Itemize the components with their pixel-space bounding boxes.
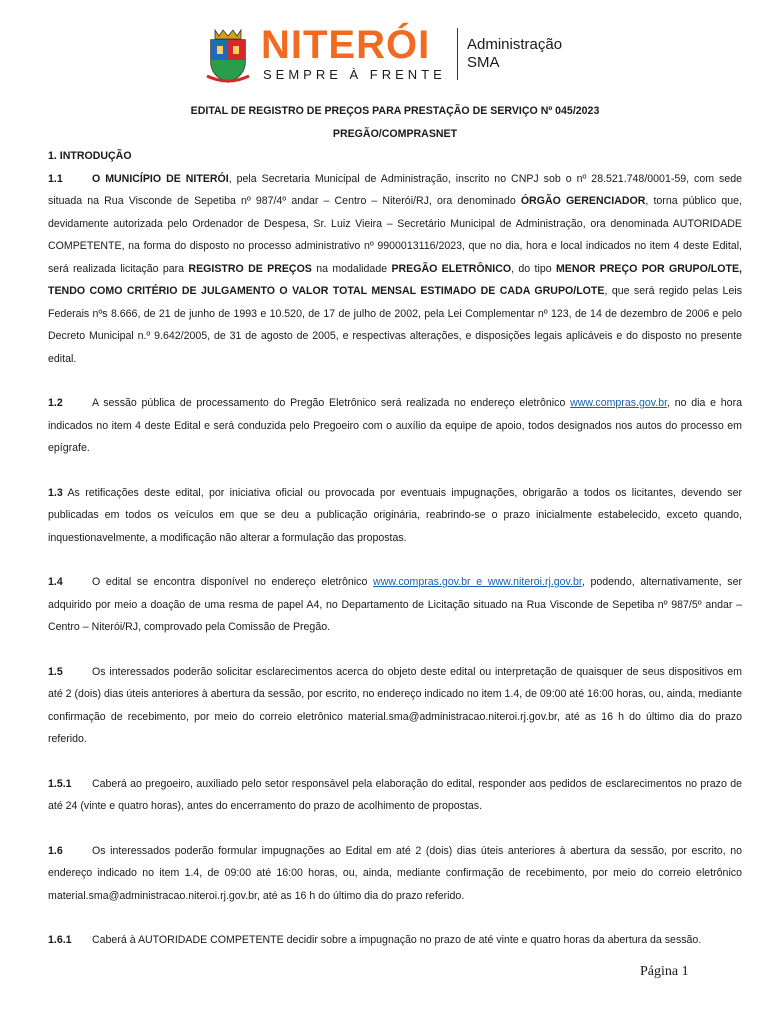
item-number: 1.6.1 bbox=[48, 934, 72, 946]
paragraph-text: , torna público que, devidamente autorizada pelo Ordenador de Despesa, Sr. Luiz Vieira – Secretário Municipal de Administração, ora denominada AUTORIDADE COMPETENTE, na forma do disposto no processo administrativo nº 9900013116/2023, que no dia, hora e local indicados no item 4 deste Edital, será realizada licitação para bbox=[48, 195, 742, 275]
spacer bbox=[48, 370, 742, 392]
section-heading: 1. INTRODUÇÃO bbox=[48, 150, 132, 162]
spacer bbox=[48, 549, 742, 571]
item-number: 1.5 bbox=[48, 665, 63, 678]
bold-text: ÓRGÃO GERENCIADOR bbox=[520, 195, 646, 207]
spacer bbox=[48, 639, 742, 661]
paragraph-text: O edital se encontra disponível no endereço eletrônico bbox=[92, 576, 374, 588]
portal-links[interactable]: www.compras.gov.br e www.niteroi.rj.gov.br bbox=[373, 576, 582, 588]
paragraph-text: A sessão pública de processamento do Pregão Eletrônico será realizada no endereço eletrônico bbox=[92, 397, 571, 409]
item-number: 1.4 bbox=[48, 576, 63, 588]
paragraph-1-6 bbox=[48, 840, 742, 908]
department-label bbox=[467, 36, 562, 72]
paragraph-text: Os interessados poderão formular impugnações ao Edital em até 2 (dois) dias úteis anteriores à abertura da sessão, por escrito, no endereço indicado no item 1.4, de 09:00 até 16:00 horas, ou, ainda, mediante confirmação de recebimento, por meio do correio eletrônico material.sma@administracao.niteroi.rj.gov.br, até as 16 h do último dia do prazo referido. bbox=[48, 844, 742, 902]
paragraph-1-5-1 bbox=[48, 773, 742, 818]
item-number: 1.1 bbox=[48, 172, 63, 185]
paragraph-text: Caberá ao pregoeiro, auxiliado pelo setor responsável pela elaboração do edital, responder aos pedidos de esclarecimentos no prazo de até 24 (vinte e quatro horas), antes do encerramento do prazo de acolhimento de propostas. bbox=[48, 777, 742, 812]
paragraph-text: , no dia e hora indicados no item 4 deste Edital e será conduzida pelo Pregoeiro com o auxílio da equipe de apoio, todos designados nos autos do processo em epígrafe. bbox=[48, 397, 742, 454]
document-body bbox=[48, 100, 742, 952]
paragraph-text: Caberá à AUTORIDADE COMPETENTE decidir sobre a impugnação no prazo de até vinte e quatro horas da abertura da sessão. bbox=[92, 934, 702, 946]
paragraph-1-6-1 bbox=[48, 929, 742, 952]
bold-text: PREGÃO ELETRÔNICO bbox=[391, 262, 512, 275]
item-number: 1.6 bbox=[48, 844, 63, 857]
paragraph-text: , pela Secretaria Municipal de Administração, inscrito no CNPJ sob o nº 28.521.748/0001-59, com sede situada na Rua Visconde de Sepetiba nº 987/4º andar – Centro – Niterói/RJ, ora denominado bbox=[48, 172, 742, 207]
logo-divider bbox=[457, 28, 458, 80]
item-number: 1.2 bbox=[48, 397, 63, 409]
brand-slogan: SEMPRE À FRENTE bbox=[263, 67, 446, 82]
paragraph-1-5 bbox=[48, 661, 742, 751]
paragraph-text: , do tipo bbox=[511, 262, 556, 275]
compras-link[interactable]: www.compras.gov.br bbox=[570, 397, 668, 409]
coat-of-arms-icon bbox=[205, 26, 251, 84]
bold-text: MENOR PREÇO POR GRUPO/LOTE, TENDO COMO CRITÉRIO DE JULGAMENTO O VALOR TOTAL MENSAL ESTIMADO DE CADA GRUPO/LOTE bbox=[48, 262, 742, 297]
letterhead bbox=[205, 22, 625, 86]
department-line2: SMA bbox=[467, 54, 500, 71]
spacer bbox=[48, 907, 742, 929]
document-title: EDITAL DE REGISTRO DE PREÇOS PARA PRESTAÇÃO DE SERVIÇO Nº 045/2023 bbox=[190, 105, 600, 117]
paragraph-text: , que será regido pelas Leis Federais nºs 8.666, de 21 de junho de 1993 e 10.520, de 17 de julho de 2002, pela Lei Complementar nº 123, de 14 de dezembro de 2006 e pelo Decreto Municipal n.º 9.642/2005, de 31 de agosto de 2005, e respectivas alterações, e disposições legais aplicáveis e do disposto no presente edital. bbox=[48, 285, 742, 365]
paragraph-text: As retificações deste edital, por iniciativa oficial ou provocada por eventuais impugnações, obrigarão a todos os licitantes, devendo ser publicadas em todos os veículos em que se deu a publicação originária, reabrindo-se o prazo inicialmente estabelecido, exceto quando, inquestionavelmente, a modificação não alterar a formulação das propostas. bbox=[48, 486, 742, 544]
bold-text: REGISTRO DE PREÇOS bbox=[188, 262, 312, 275]
paragraph-text: , podendo, alternativamente, ser adquirido por meio a doação de uma resma de papel A4, no Departamento de Licitação situado na Rua Visconde de Sepetiba nº 987/5º andar – Centro – Niterói/RJ, comprovado pela Comissão de Pregão. bbox=[48, 576, 742, 633]
paragraph-1-3 bbox=[48, 482, 742, 550]
page-number: Página 1 bbox=[640, 964, 689, 979]
spacer bbox=[48, 818, 742, 840]
spacer bbox=[48, 460, 742, 482]
paragraph-1-2 bbox=[48, 392, 742, 460]
paragraph-1-4 bbox=[48, 571, 742, 639]
bold-text: O MUNICÍPIO DE NITERÓI bbox=[92, 172, 229, 185]
document-subtitle: PREGÃO/COMPRASNET bbox=[332, 127, 458, 140]
item-number: 1.5.1 bbox=[48, 777, 72, 790]
spacer bbox=[48, 751, 742, 773]
paragraph-text: na modalidade bbox=[311, 262, 392, 275]
item-number: 1.3 bbox=[48, 486, 63, 499]
department-line1: Administração bbox=[467, 36, 563, 53]
paragraph-text: Os interessados poderão solicitar esclarecimentos acerca do objeto deste edital ou interpretação de quaisquer de seus dispositivos em até 2 (dois) dias úteis anteriores à abertura da sessão, por escrito, no endereço indicado no item 1.4, de 09:00 até 16:00 horas, ou, ainda, mediante confirmação de recebimento, por meio do correio eletrônico material.sma@administracao.niteroi.rj.gov.br, até as 16 h do último dia do prazo referido. bbox=[48, 665, 742, 745]
brand-wordmark: NITERÓI bbox=[261, 23, 431, 67]
paragraph-1-1 bbox=[48, 168, 742, 371]
